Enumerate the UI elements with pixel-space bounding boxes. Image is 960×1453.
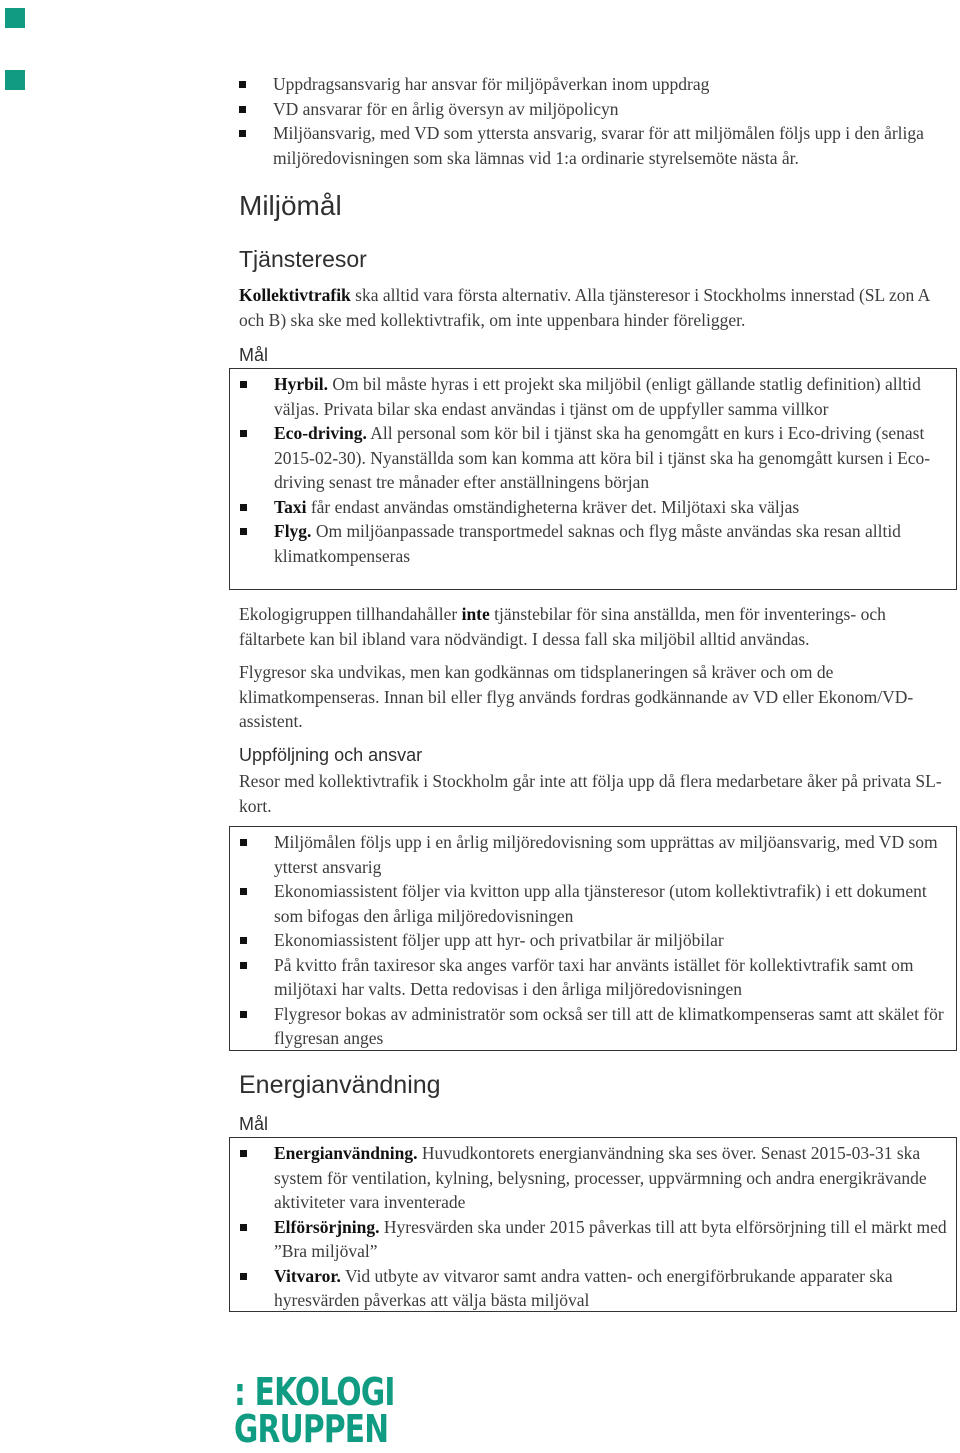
- list-item: Miljöansvarig, med VD som yttersta ansvarig, svarar för att miljömålen följs upp i den årliga miljöredovisningen som ska lämnas vid 1:a ordinarie styrelsemöte nästa år.: [229, 121, 951, 170]
- item-lead: Vitvaror.: [274, 1265, 341, 1286]
- item-text: Vid utbyte av vitvaror samt andra vatten- och energiförbrukande apparater ska hyresvärden påverkas att välja bästa miljöval: [274, 1265, 893, 1310]
- heading-energianvandning: Energianvändning: [239, 1071, 441, 1099]
- list-item: Uppdragsansvarig har ansvar för miljöpåverkan inom uppdrag: [229, 72, 951, 97]
- followup-list: [230, 830, 950, 1051]
- followup-box: [229, 826, 957, 1051]
- intro-list-section: [229, 72, 957, 170]
- list-item: [230, 1141, 950, 1215]
- corner-marker-second: [5, 70, 25, 90]
- intro-list: [229, 72, 951, 170]
- item-lead: Eco-driving.: [274, 423, 367, 443]
- list-item: [230, 495, 950, 520]
- bold-inte: inte: [461, 604, 490, 624]
- heading-uppfoljning: Uppföljning och ansvar: [239, 745, 423, 765]
- heading-mal-travel: Mål: [239, 345, 269, 365]
- travel-goals-box: [229, 368, 957, 590]
- list-item: Ekonomiassistent följer via kvitton upp alla tjänsteresor (utom kollektivtrafik) i ett dokument som bifogas den årliga miljöredovisningen: [230, 879, 950, 928]
- heading-mal-energy: Mål: [239, 1114, 269, 1134]
- list-item: [230, 1264, 950, 1313]
- item-lead: Flyg.: [274, 521, 312, 541]
- list-item: [230, 519, 950, 568]
- list-item: Miljömålen följs upp i en årlig miljöredovisning som upprättas av miljöansvarig, med VD som ytterst ansvarig: [230, 830, 950, 879]
- list-item: Ekonomiassistent följer upp att hyr- och privatbilar är miljöbilar: [230, 928, 950, 953]
- logo-line-2: GRUPPEN: [234, 1407, 389, 1451]
- item-text: Om miljöanpassade transportmedel saknas och flyg måste användas ska resan alltid klimatkompenseras: [274, 521, 901, 566]
- heading-miljomal: Miljömål: [239, 190, 342, 221]
- logo-line-1: : EKOLOGI: [234, 1370, 395, 1414]
- energy-goals-list: [230, 1141, 950, 1313]
- text: tjänstebilar för sina anställda, men för inventerings- och fältarbete kan bil ibland vara nödvändigt. I dessa fall ska miljöbil alltid användas.: [239, 604, 886, 649]
- list-item: [230, 372, 950, 421]
- item-lead: Hyrbil.: [274, 374, 328, 394]
- item-lead: Elförsörjning.: [274, 1216, 380, 1237]
- item-text: Hyresvärden ska under 2015 påverkas till att byta elförsörjning till el märkt med ”Bra miljöval”: [274, 1216, 947, 1261]
- item-text: får endast användas omständigheterna kräver det. Miljötaxi ska väljas: [306, 496, 800, 517]
- list-item: På kvitto från taxiresor ska anges varför taxi har använts istället för kollektivtrafik samt om miljötaxi har valts. Detta redovisas i den årliga miljöredovisningen: [230, 953, 950, 1002]
- list-item: Flygresor bokas av administratör som också ser till att de klimatkompenseras samt att skälet för flygresan anges: [230, 1002, 950, 1051]
- list-item: [230, 1215, 950, 1264]
- energy-goals-box: [229, 1137, 957, 1312]
- paragraph-ekologigruppen: [239, 602, 951, 651]
- bold-kollektivtrafik: Kollektivtrafik: [239, 285, 351, 305]
- heading-tjansteresor: Tjänsteresor: [239, 246, 367, 272]
- paragraph-flygresor: Flygresor ska undvikas, men kan godkännas om tidsplaneringen så kräver och om de klimatkompenseras. Innan bil eller flyg används fordras godkännande av VD eller Ekonom/VD-assistent.: [239, 662, 914, 731]
- item-lead: Taxi: [274, 496, 307, 517]
- paragraph-tjansteresor: [239, 283, 951, 332]
- text: ska alltid vara första alternativ. Alla tjänsteresor i Stockholms innerstad (SL zon A och B) ska ske med kollektivtrafik, om inte uppenbara hinder föreligger.: [239, 285, 930, 330]
- item-lead: Energianvändning.: [274, 1143, 418, 1163]
- list-item: VD ansvarar för en årlig översyn av miljöpolicyn: [229, 97, 951, 122]
- paragraph-resor: Resor med kollektivtrafik i Stockholm går inte att följa upp då flera medarbetare åker på privata SL-kort.: [239, 771, 942, 816]
- item-text: All personal som kör bil i tjänst ska ha genomgått en kurs i Eco-driving (senast 2015-02-30). Nyanställda som kan komma att köra bil i tjänst ska ha genomgått kursen i Eco-driving senast tre månader efter anställningens början: [274, 423, 931, 492]
- corner-marker-top: [5, 8, 25, 28]
- ekologigruppen-logo: [234, 1370, 395, 1451]
- list-item: [230, 421, 950, 495]
- text: Ekologigruppen tillhandahåller: [239, 604, 462, 624]
- item-text: Huvudkontorets energianvändning ska ses över. Senast 2015-03-31 ska system för ventilation, kylning, belysning, processer, uppvärmning och andra energikrävande aktiviteter vara inventerade: [274, 1143, 927, 1212]
- travel-goals-list: [230, 372, 950, 568]
- item-text: Om bil måste hyras i ett projekt ska miljöbil (enligt gällande statlig definition) alltid väljas. Privata bilar ska endast användas i tjänst om de uppfyller samma villkor: [274, 374, 921, 419]
